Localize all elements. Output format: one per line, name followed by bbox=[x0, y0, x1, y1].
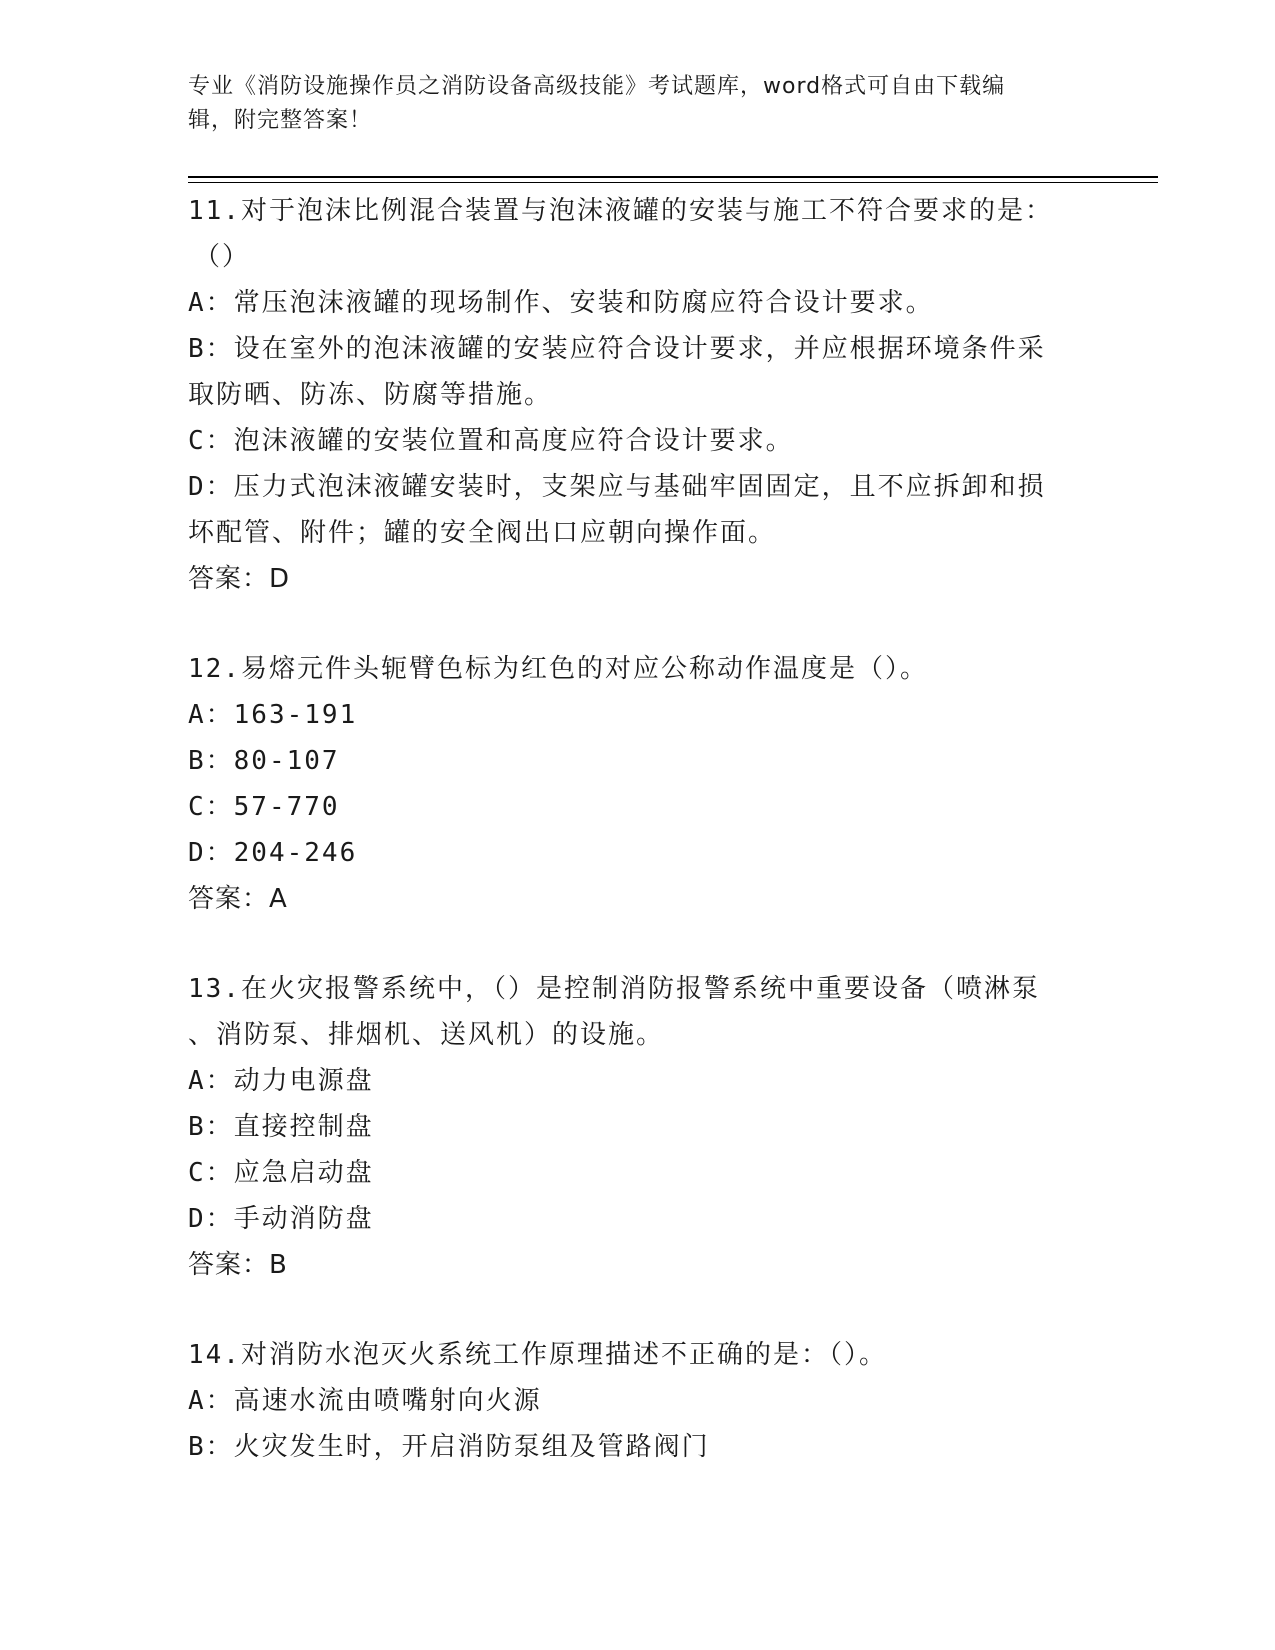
option-d: D：手动消防盘 bbox=[188, 1204, 374, 1234]
option-c: C：57-770 bbox=[188, 792, 340, 822]
question-stem: 、消防泵、排烟机、送风机）的设施。 bbox=[188, 1020, 665, 1050]
option-a: A：动力电源盘 bbox=[188, 1066, 374, 1096]
header-line-2: 辑，附完整答案！ bbox=[188, 108, 373, 133]
question-stem: 13.在火灾报警系统中，（）是控制消防报警系统中重要设备（喷淋泵 bbox=[188, 974, 1040, 1004]
option-c: C：应急启动盘 bbox=[188, 1158, 374, 1188]
option-d: D：204-246 bbox=[188, 838, 358, 868]
question-list bbox=[188, 188, 1088, 1470]
option-a: A：高速水流由喷嘴射向火源 bbox=[188, 1386, 542, 1416]
answer: 答案：B bbox=[188, 1250, 288, 1280]
question-stem: 11.对于泡沫比例混合装置与泡沫液罐的安装与施工不符合要求的是： bbox=[188, 196, 1053, 226]
header-divider-thick bbox=[188, 176, 1158, 178]
answer: 答案：A bbox=[188, 884, 288, 914]
option-b: B：直接控制盘 bbox=[188, 1112, 374, 1142]
question-14 bbox=[188, 1332, 1088, 1470]
question-spacer bbox=[188, 602, 1088, 646]
document-header bbox=[188, 70, 1068, 138]
answer: 答案：D bbox=[188, 564, 291, 594]
question-spacer bbox=[188, 1288, 1088, 1332]
option-b: B：设在室外的泡沫液罐的安装应符合设计要求，并应根据环境条件采 bbox=[188, 334, 1046, 364]
option-c: C：泡沫液罐的安装位置和高度应符合设计要求。 bbox=[188, 426, 794, 456]
header-line-1: 专业《消防设施操作员之消防设备高级技能》考试题库，word格式可自由下载编 bbox=[188, 74, 1006, 99]
option-b-continued: 取防晒、防冻、防腐等措施。 bbox=[188, 380, 553, 410]
question-stem: 12.易熔元件头轭臂色标为红色的对应公称动作温度是（）。 bbox=[188, 654, 928, 684]
option-d: D：压力式泡沫液罐安装时，支架应与基础牢固固定，且不应拆卸和损 bbox=[188, 472, 1046, 502]
question-spacer bbox=[188, 922, 1088, 966]
question-stem: 14.对消防水泡灭火系统工作原理描述不正确的是：（）。 bbox=[188, 1340, 887, 1370]
question-13 bbox=[188, 966, 1088, 1288]
question-stem: （） bbox=[194, 242, 251, 272]
header-divider-thin bbox=[188, 182, 1158, 183]
option-b: B：80-107 bbox=[188, 746, 340, 776]
question-12 bbox=[188, 646, 1088, 922]
question-11 bbox=[188, 188, 1088, 602]
option-b: B：火灾发生时，开启消防泵组及管路阀门 bbox=[188, 1432, 710, 1462]
option-a: A：163-191 bbox=[188, 700, 358, 730]
option-a: A：常压泡沫液罐的现场制作、安装和防腐应符合设计要求。 bbox=[188, 288, 934, 318]
option-d-continued: 坏配管、附件；罐的安全阀出口应朝向操作面。 bbox=[188, 518, 777, 548]
